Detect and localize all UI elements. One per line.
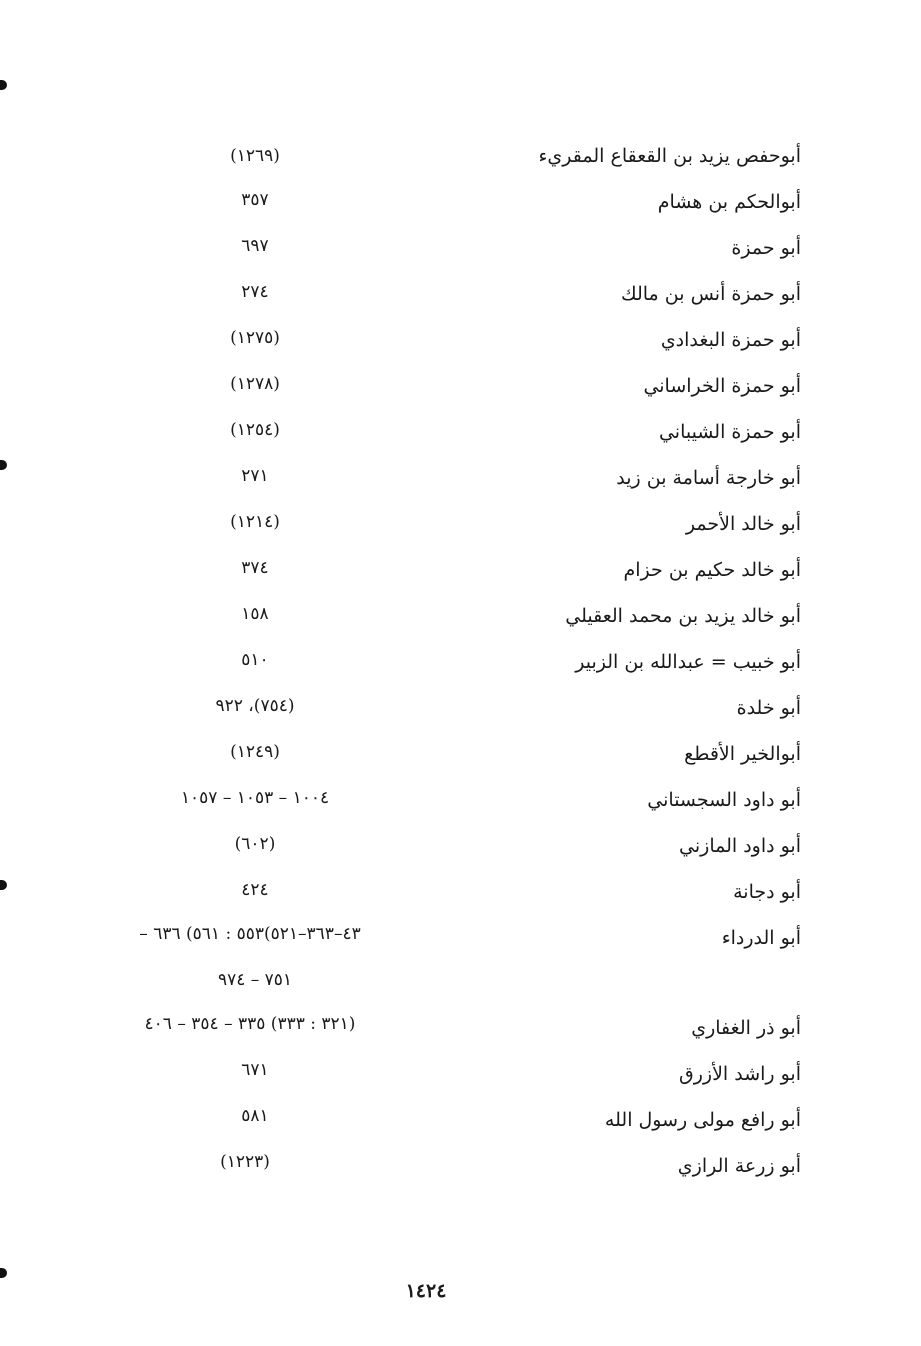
binding-mark-lower-middle (0, 880, 7, 890)
entry-name: أبو حمزة (731, 237, 801, 259)
entry-references: ١٥٨ (241, 604, 269, 624)
page-number: ١٤٢٤ (405, 1280, 447, 1302)
entry-name: أبو خلدة (736, 697, 801, 719)
entry-name: أبوالخير الأقطع (684, 743, 801, 765)
entry-name: أبو دجانة (733, 881, 801, 903)
entry-name: أبوالحكم بن هشام (657, 191, 801, 213)
entry-references: ٤٢٤ (241, 880, 269, 900)
entry-references: (١٢٧٨) (230, 374, 280, 394)
entry-name: أبو خالد حكيم بن حزام (623, 559, 801, 581)
entry-name: أبو خالد الأحمر (685, 513, 801, 535)
entry-name: أبو ذر الغفاري (691, 1017, 801, 1039)
entry-references: ٥١٠ (241, 650, 269, 670)
binding-mark-top (0, 80, 7, 90)
entry-name: أبو خالد يزيد بن محمد العقيلي (565, 605, 801, 627)
entry-references: ٦٧١ (241, 1060, 269, 1080)
binding-mark-upper-middle (0, 460, 7, 470)
entry-name: أبو خارجة أسامة بن زيد (616, 467, 801, 489)
entry-references: (١٢١٤) (230, 512, 280, 532)
entry-name: أبو زرعة الرازي (677, 1155, 801, 1177)
entry-references: (٣٢١ : ٣٣٣) ٣٣٥ – ٣٥٤ – ٤٠٦ (144, 1014, 356, 1034)
entry-references: ٦٩٧ (241, 236, 269, 256)
entry-name: أبو داود السجستاني (647, 789, 801, 811)
entry-references: (١٢٢٣) (220, 1152, 270, 1172)
entry-references: (١٢٦٩) (230, 146, 280, 166)
entry-references: ١٠٠٤ – ١٠٥٣ – ١٠٥٧ (180, 788, 330, 808)
entry-references: ٢٧١ (241, 466, 269, 486)
entry-name: أبو داود المازني (679, 835, 801, 857)
entry-references: ٧٥١ – ٩٧٤ (217, 970, 293, 990)
entry-references: ٣٥٧ (241, 190, 269, 210)
entry-name: أبوحفص يزيد بن القعقاع المقريء (538, 145, 801, 167)
entry-name: أبو الدرداء (721, 927, 801, 949)
entry-references: (١٢٧٥) (230, 328, 280, 348)
entry-name: أبو حمزة الشيباني (658, 421, 801, 443)
entry-references: (١٢٥٤) (230, 420, 280, 440)
entry-name: أبو حمزة أنس بن مالك (620, 283, 801, 305)
entry-name: أبو راشد الأزرق (678, 1063, 801, 1085)
entry-name: أبو حمزة الخراساني (643, 375, 801, 397)
entry-references: ٣٧٤ (241, 558, 269, 578)
entry-name: أبو حمزة البغدادي (660, 329, 801, 351)
entry-references: (١٢٤٩) (230, 742, 280, 762)
entry-name: أبو رافع مولى رسول الله (604, 1109, 801, 1131)
entry-name: أبو خبيب = عبدالله بن الزبير (575, 651, 801, 673)
entry-references: (٦٠٢) (234, 834, 276, 854)
entry-references: ٢٧٤ (241, 282, 269, 302)
entry-references: ٥٨١ (241, 1106, 269, 1126)
entry-references: ٤٣–٣٦٣–٥٢١)٥٥٣ : ٥٦١) ٦٣٦ – (139, 924, 361, 944)
binding-mark-bottom (0, 1268, 7, 1278)
entry-references: (٧٥٤)، ٩٢٢ (215, 696, 295, 716)
